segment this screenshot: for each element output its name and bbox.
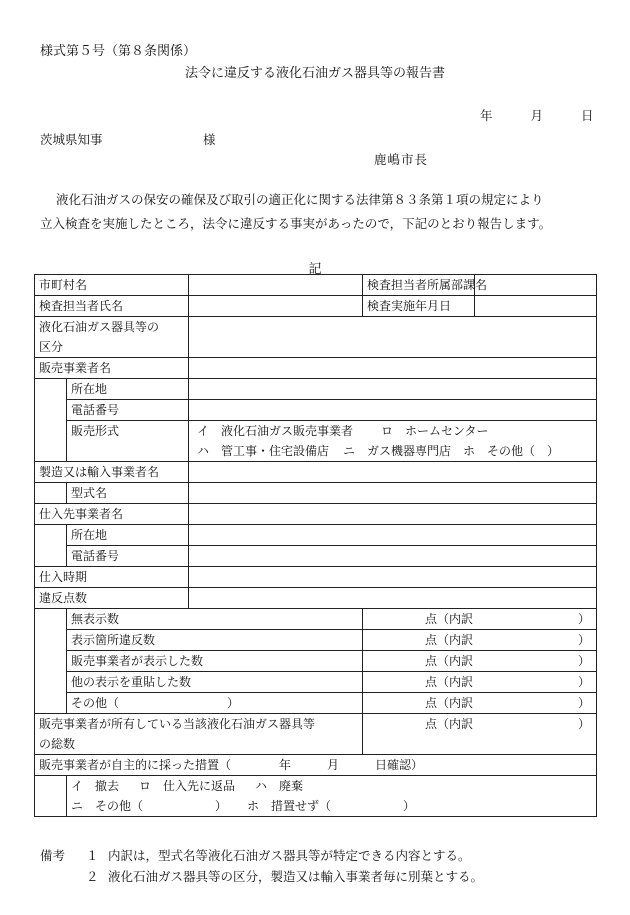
addressee: 茨城県知事 [40,132,103,147]
report-table [34,274,597,817]
table-row [35,462,597,483]
supplier-phone-field[interactable] [189,546,597,567]
honorific: 様 [203,132,216,147]
supplier-name-label: 仕入先事業者名 [35,504,189,525]
table-row [35,275,597,296]
inspection-date-field[interactable] [475,296,597,317]
seller-name-label: 販売事業者名 [35,358,189,379]
inspection-date-label: 検査実施年月日 [363,296,475,317]
seller-name-field[interactable] [189,358,597,379]
body-text [40,188,600,236]
notes [40,845,483,887]
violation-row-label: 無表示数 [67,609,363,630]
notes-label: 備考 [40,848,66,863]
model-name-field[interactable] [189,483,597,504]
violation-count-field[interactable] [189,588,597,609]
table-row [35,421,597,462]
document-title: 法令に違反する液化石油ガス器具等の報告書 [184,66,445,81]
measures-indent [35,776,67,817]
sales-type-label: 販売形式 [67,421,189,462]
inspector-dept-field[interactable] [475,275,597,296]
model-name-label: 型式名 [67,483,189,504]
municipality-field[interactable] [189,275,363,296]
manufacturer-field[interactable] [189,462,597,483]
total-owned-label: 販売事業者が所有している当該液化石油ガス器具等 の総数 [35,714,363,755]
violation-points-field[interactable]: 点（内訳 ） [363,693,597,714]
date-day: 日 [581,108,594,123]
table-row [35,296,597,317]
date-year: 年 [480,108,493,123]
body-line-1: 液化石油ガスの保安の確保及び取引の適正化に関する法律第８３条第１項の規定により [56,192,544,207]
seller-phone-label: 電話番号 [67,400,189,421]
violation-row-label: 他の表示を重貼した数 [67,672,363,693]
date-month: 月 [530,108,544,123]
note-text: 液化石油ガス器具等の区分，製造又は輸入事業者毎に別葉とする。 [108,869,484,884]
table-row [35,379,597,400]
appliance-category-field[interactable] [189,317,597,358]
ki-heading: 記 [308,262,322,277]
table-row [35,358,597,379]
table-row [35,317,597,358]
note-number: １ [86,848,99,863]
table-row [35,630,597,651]
supplier-address-field[interactable] [189,525,597,546]
violation-row-label: その他（ ） [67,693,363,714]
manufacturer-label: 製造又は輸入事業者名 [35,462,189,483]
purchase-period-field[interactable] [189,567,597,588]
table-row [35,525,597,546]
manufacturer-indent [35,483,67,504]
total-owned-points-field[interactable]: 点（内訳 ） [363,714,597,755]
body-line-2: 立入検査を実施したところ，法令に違反する事実があったので，下記のとおり報告します。 [40,216,552,231]
violation-indent [35,609,67,714]
supplier-indent [35,525,67,567]
table-row [35,755,597,776]
inspector-name-field[interactable] [189,296,363,317]
table-row [35,588,597,609]
measures-label: 販売事業者が自主的に採った措置（ 年 月 日確認） [35,755,597,776]
seller-phone-field[interactable] [189,400,597,421]
seller-address-field[interactable] [189,379,597,400]
table-row [35,483,597,504]
supplier-name-field[interactable] [189,504,597,525]
table-row [35,504,597,525]
table-row [35,776,597,817]
table-row [35,693,597,714]
violation-points-field[interactable]: 点（内訳 ） [363,630,597,651]
sender: 鹿嶋市長 [374,152,429,167]
inspector-dept-label: 検査担当者所属部課名 [363,275,475,296]
seller-address-label: 所在地 [67,379,189,400]
purchase-period-label: 仕入時期 [35,567,189,588]
supplier-phone-label: 電話番号 [67,546,189,567]
date-line [480,106,594,124]
sales-type-options[interactable]: イ 液化石油ガス販売事業者 ロ ホームセンター ハ 管工事・住宅設備店 ニ ガス機器専門店 ホ その他（ ） [189,421,597,462]
violation-row-label: 販売事業者が表示した数 [67,651,363,672]
measures-options[interactable]: イ 撤去 ロ 仕入先に返品 ハ 廃棄 ニ その他（ ） ホ 措置せず（ ） [67,776,597,817]
table-row [35,714,597,755]
note-number: ２ [86,869,99,884]
seller-indent [35,379,67,462]
violation-points-field[interactable]: 点（内訳 ） [363,651,597,672]
violation-points-field[interactable]: 点（内訳 ） [363,609,597,630]
table-row [35,567,597,588]
table-row [35,546,597,567]
table-row [35,672,597,693]
appliance-category-label: 液化石油ガス器具等の 区分 [35,317,189,358]
form-number: 様式第５号（第８条関係） [40,44,197,59]
municipality-label: 市町村名 [35,275,189,296]
inspector-name-label: 検査担当者氏名 [35,296,189,317]
violation-count-label: 違反点数 [35,588,189,609]
table-row [35,400,597,421]
note-text: 内訳は，型式名等液化石油ガス器具等が特定できる内容とする。 [108,848,471,863]
violation-points-field[interactable]: 点（内訳 ） [363,672,597,693]
violation-row-label: 表示箇所違反数 [67,630,363,651]
table-row [35,651,597,672]
table-row [35,609,597,630]
supplier-address-label: 所在地 [67,525,189,546]
